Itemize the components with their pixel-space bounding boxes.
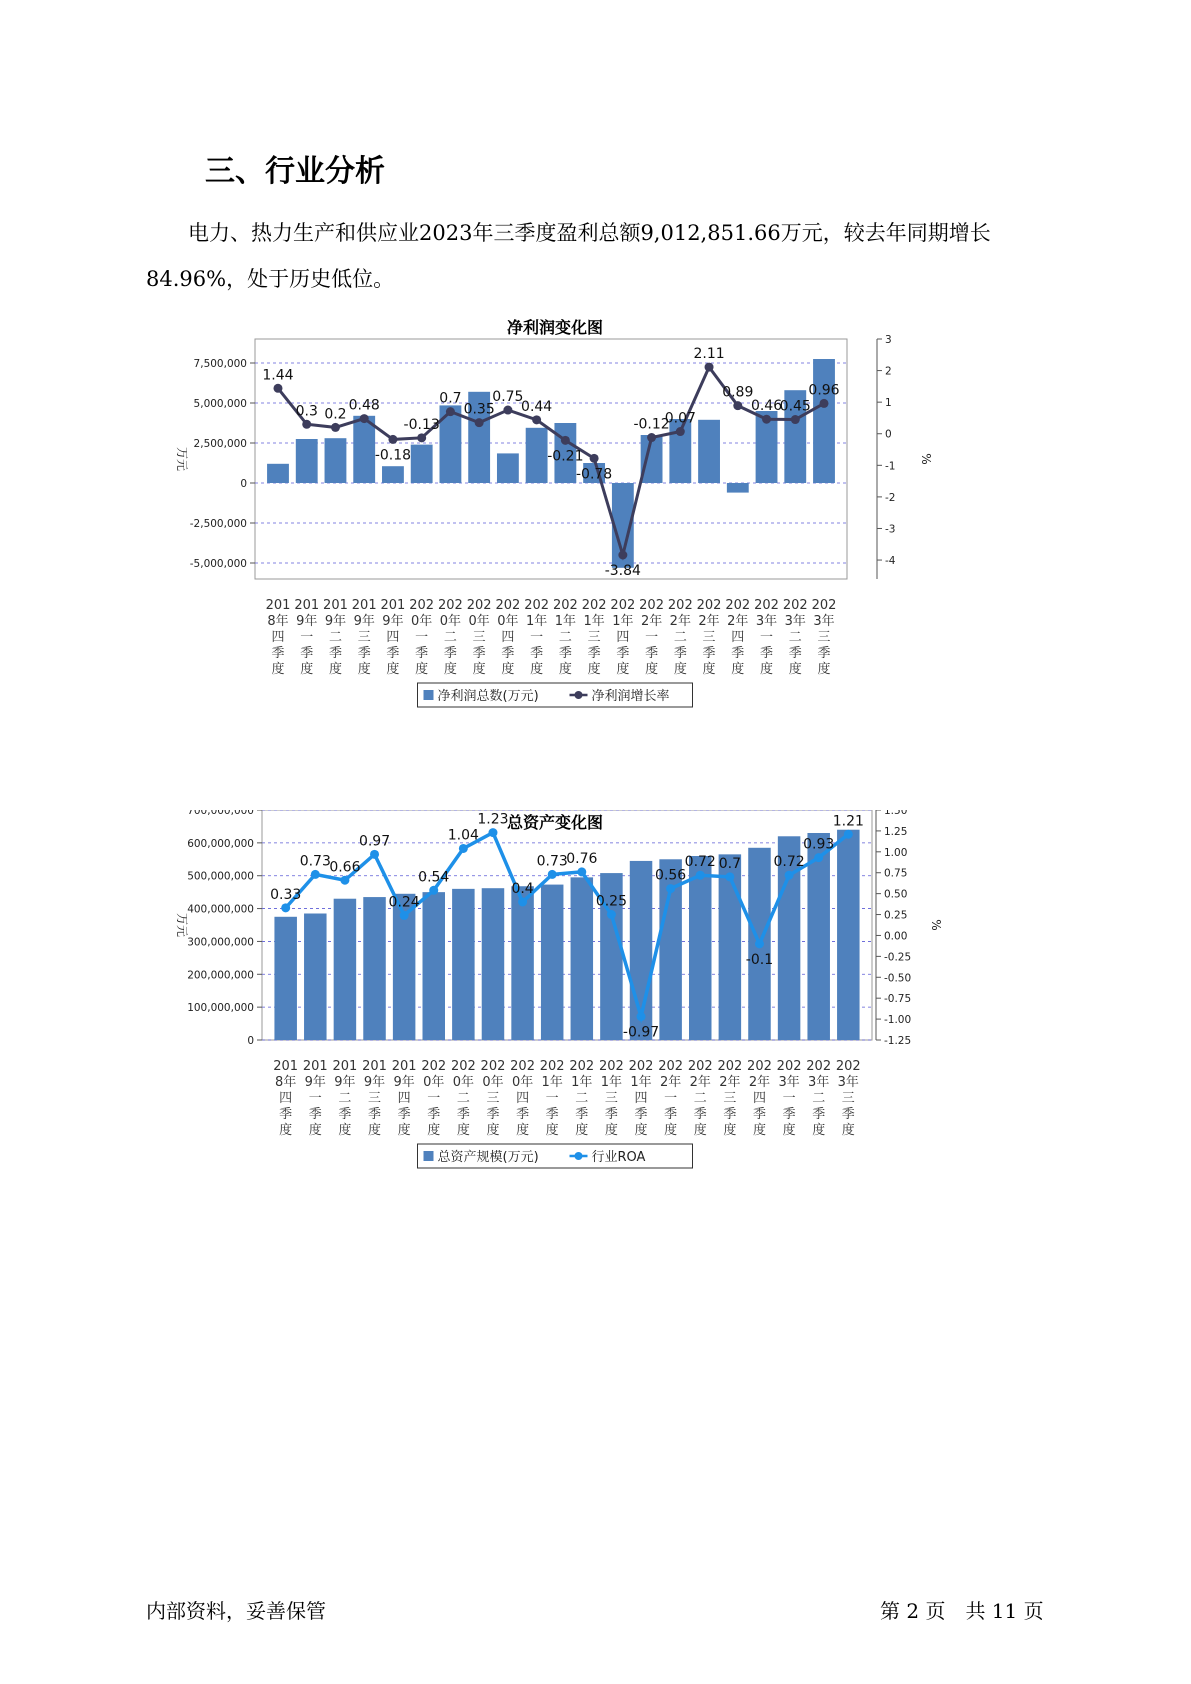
data-label: 0.75: [492, 389, 524, 406]
line-point: [844, 830, 853, 839]
bar: [363, 897, 386, 1040]
line-point: [311, 870, 320, 879]
y-tick-label: 2,500,000: [193, 438, 247, 450]
line-point: [459, 844, 468, 853]
x-tick-label: 202 2年四季度: [747, 1059, 772, 1138]
total-assets-chart: [170, 810, 960, 1264]
line-point: [503, 406, 512, 415]
line-point: [518, 898, 527, 907]
y-tick-label: 200,000,000: [187, 969, 254, 982]
bar: [296, 439, 318, 483]
x-tick-label: 202 1年四季度: [610, 598, 636, 677]
data-label: 0.66: [329, 859, 361, 876]
data-label: 0.54: [418, 869, 450, 886]
x-tick-label: 202 1年一季度: [539, 1059, 565, 1138]
y-tick-label: -5,000,000: [189, 558, 247, 570]
bar: [304, 914, 327, 1041]
line-point: [696, 871, 705, 880]
bar: [526, 428, 548, 483]
line-point: [814, 853, 823, 862]
line-point: [561, 436, 570, 445]
x-tick-label: 202 2年二季度: [687, 1059, 713, 1138]
data-label: 0.48: [348, 397, 380, 414]
line-point: [400, 911, 409, 920]
y-tick-label: 300,000,000: [187, 936, 254, 949]
x-tick-label: 202 3年一季度: [776, 1059, 802, 1138]
x-tick-label: 202 0年四季度: [495, 598, 521, 677]
data-label: 0.89: [722, 384, 754, 401]
data-label: 0.97: [358, 833, 391, 850]
line-point: [532, 415, 541, 424]
x-tick-label: 202 1年二季度: [552, 598, 578, 677]
data-label: -0.13: [403, 416, 440, 433]
bar: [541, 885, 564, 1040]
bar: [267, 464, 289, 483]
line-point: [360, 414, 369, 423]
x-tick-label: 202 0年一季度: [421, 1059, 447, 1138]
x-tick-label: 202 0年三季度: [466, 598, 492, 677]
x-tick-label: 202 0年二季度: [438, 598, 463, 677]
legend-label-bar: 净利润总数(万元): [437, 689, 539, 704]
y2-tick-label: 0: [885, 428, 892, 441]
bar: [689, 856, 712, 1040]
y2-tick-label: 3: [885, 334, 892, 346]
y-axis-title: 万元: [175, 912, 189, 938]
y2-tick-label: -0.50: [884, 972, 912, 985]
x-tick-label: 202 2年三季度: [717, 1059, 743, 1138]
line-point: [302, 420, 311, 429]
x-tick-label: 202 3年三季度: [811, 598, 837, 677]
footer-confidential: 内部资料，妥善保管: [146, 1599, 326, 1623]
legend-swatch-point: [575, 1152, 583, 1160]
line-point: [577, 867, 586, 876]
data-label: 0.72: [773, 854, 805, 871]
x-tick-label: 202 3年一季度: [754, 598, 779, 677]
y2-tick-label: -3: [885, 523, 896, 536]
line-point: [725, 872, 734, 881]
chart-title: 净利润变化图: [506, 318, 604, 337]
bar: [325, 438, 347, 483]
y2-tick-label: 0.00: [884, 930, 908, 943]
data-label: 1.04: [447, 827, 479, 844]
line-point: [705, 363, 714, 372]
x-tick-label: 202 1年一季度: [524, 598, 550, 677]
line-point: [666, 884, 675, 893]
data-label: -3.84: [604, 563, 641, 579]
line-point: [488, 828, 497, 837]
line-point: [331, 423, 340, 432]
data-label: 0.2: [324, 406, 347, 423]
data-label: 1.44: [262, 367, 294, 384]
line-point: [340, 876, 349, 885]
line-point: [791, 415, 800, 424]
data-label: 0.7: [439, 390, 462, 407]
legend-swatch-bar: [424, 1151, 434, 1161]
y2-tick-label: -1.25: [884, 1035, 912, 1047]
data-label: 0.96: [808, 382, 840, 399]
x-tick-label: 201 8年四季度: [265, 598, 291, 677]
data-label: 0.25: [595, 893, 628, 910]
data-label: 1.23: [477, 811, 509, 828]
x-tick-label: 202 0年一季度: [409, 598, 435, 677]
bar: [837, 830, 860, 1040]
x-tick-label: 202 1年三季度: [581, 598, 607, 677]
line-point: [785, 871, 794, 880]
y-tick-label: 400,000,000: [187, 903, 254, 916]
total-assets-chart-svg: [170, 810, 960, 1260]
line-point: [273, 384, 282, 393]
line-point: [618, 551, 627, 560]
y-tick-label: 600,000,000: [187, 837, 254, 850]
x-tick-label: 201 9年一季度: [302, 1059, 328, 1138]
legend-label-bar: 总资产规模(万元): [437, 1150, 539, 1165]
y2-tick-label: -0.25: [884, 951, 912, 964]
data-label: 0.73: [536, 853, 568, 870]
y-tick-label: 7,500,000: [193, 358, 247, 370]
x-tick-label: 201 9年四季度: [391, 1059, 417, 1138]
x-tick-label: 202 2年三季度: [696, 598, 722, 677]
y2-tick-label: -0.75: [884, 993, 912, 1006]
bar: [727, 483, 749, 493]
summary-paragraph: 电力、热力生产和供应业2023年三季度盈利总额9,012,851.66万元，较去年同期增长84.96%，处于历史低位。: [146, 221, 991, 291]
y2-tick-label: 1: [885, 397, 892, 410]
line-point: [548, 870, 557, 879]
data-label: 0.07: [664, 410, 696, 427]
line-point: [820, 399, 829, 408]
y2-tick-label: 1.00: [884, 846, 908, 859]
bar: [571, 877, 594, 1040]
line-point: [755, 939, 764, 948]
data-label: 0.7: [718, 855, 741, 872]
net-profit-chart: [170, 315, 960, 729]
data-label: -0.21: [547, 448, 584, 465]
data-label: 0.76: [566, 850, 598, 867]
data-label: 2.11: [693, 346, 725, 363]
bar: [382, 466, 404, 483]
data-label: 1.21: [832, 813, 864, 830]
line-point: [733, 401, 742, 410]
y-tick-label: 100,000,000: [187, 1002, 254, 1015]
y-axis-title: 万元: [175, 446, 189, 472]
bar: [497, 453, 519, 483]
data-label: 0.56: [655, 867, 687, 884]
x-tick-label: 202 1年二季度: [569, 1059, 595, 1138]
data-label: -0.1: [745, 951, 774, 968]
line-point: [607, 910, 616, 919]
y2-tick-label: -1: [885, 460, 896, 473]
bar: [698, 420, 720, 483]
line-point: [475, 418, 484, 427]
bar: [422, 892, 445, 1040]
section-heading: 三、行业分析: [205, 154, 385, 189]
y-tick-label: 700,000,000: [187, 810, 254, 817]
y2-tick-label: -1.00: [884, 1014, 912, 1027]
line-point: [417, 433, 426, 442]
data-label: 0.72: [684, 854, 716, 871]
data-label: 0.45: [779, 398, 811, 415]
y2-axis-title: %: [929, 919, 943, 931]
y2-axis-title: %: [919, 453, 933, 465]
bar: [411, 445, 433, 483]
x-tick-label: 202 2年四季度: [725, 598, 751, 677]
bar: [813, 359, 835, 483]
line-point: [762, 415, 771, 424]
x-tick-label: 201 9年二季度: [332, 1059, 358, 1138]
line-point: [590, 454, 599, 463]
bar: [482, 888, 505, 1040]
x-tick-label: 201 8年四季度: [273, 1059, 299, 1138]
bar: [452, 889, 475, 1040]
line-point: [446, 407, 455, 416]
line-point: [388, 435, 397, 444]
y2-tick-label: 0.75: [884, 867, 908, 880]
footer-page-number: 第 2 页 共 11 页: [880, 1599, 1044, 1623]
x-tick-label: 201 9年四季度: [380, 598, 406, 677]
data-label: 0.24: [388, 894, 420, 911]
line-point: [429, 886, 438, 895]
x-tick-label: 202 2年一季度: [639, 598, 664, 677]
y-tick-label: 0: [247, 1035, 254, 1047]
x-tick-label: 202 3年二季度: [806, 1059, 832, 1138]
line-point: [370, 850, 379, 859]
data-label: -0.18: [374, 447, 412, 464]
legend-swatch-point: [575, 691, 583, 699]
x-tick-label: 201 9年三季度: [351, 598, 377, 677]
legend-swatch-bar: [424, 690, 434, 700]
net-profit-chart-svg: [170, 315, 960, 725]
chart-title: 总资产变化图: [506, 813, 604, 832]
y2-tick-label: -2: [885, 491, 896, 504]
line-point: [637, 1012, 646, 1021]
x-tick-label: 202 2年一季度: [658, 1059, 684, 1138]
x-tick-label: 201 9年二季度: [323, 598, 348, 677]
legend-label-line: 净利润增长率: [591, 689, 670, 704]
data-label: 0.44: [521, 398, 553, 415]
x-tick-label: 202 0年三季度: [480, 1059, 506, 1138]
data-label: 0.73: [299, 853, 331, 870]
line-point: [676, 427, 685, 436]
bar: [719, 854, 742, 1040]
x-tick-label: 202 3年二季度: [782, 598, 808, 677]
data-label: 0.35: [463, 401, 495, 418]
x-tick-label: 202 1年三季度: [599, 1059, 624, 1138]
x-tick-label: 202 1年四季度: [628, 1059, 654, 1138]
x-tick-label: 201 9年三季度: [362, 1059, 387, 1138]
bar: [274, 917, 297, 1040]
y-tick-label: 500,000,000: [187, 870, 254, 883]
y-tick-label: 5,000,000: [193, 398, 247, 410]
x-tick-label: 202 2年二季度: [667, 598, 693, 677]
y2-tick-label: 0.25: [884, 909, 908, 922]
data-label: -0.12: [633, 416, 670, 433]
data-label: -0.97: [622, 1024, 660, 1041]
data-label: 0.4: [511, 881, 534, 897]
data-label: -0.78: [575, 466, 613, 483]
y-tick-label: -2,500,000: [189, 518, 247, 530]
data-label: 0.33: [270, 886, 302, 903]
y2-tick-label: 2: [885, 365, 892, 378]
y2-tick-label: 1.25: [884, 825, 908, 838]
legend-label-line: 行业ROA: [591, 1150, 646, 1165]
y2-tick-label: 0.50: [884, 888, 908, 901]
line-point: [647, 433, 656, 442]
data-label: 0.93: [803, 836, 835, 853]
data-label: 0.3: [295, 403, 318, 420]
x-tick-label: 202 0年四季度: [510, 1059, 535, 1138]
y2-tick-label: 1.50: [884, 810, 908, 817]
x-tick-label: 202 0年二季度: [450, 1059, 476, 1138]
line-point: [281, 903, 290, 912]
bar: [511, 886, 534, 1040]
x-tick-label: 201 9年一季度: [294, 598, 320, 677]
y-tick-label: 0: [240, 478, 247, 490]
x-tick-label: 202 3年三季度: [835, 1059, 861, 1138]
data-label: 0.46: [750, 398, 783, 415]
bar: [334, 899, 357, 1040]
y2-tick-label: -4: [885, 555, 896, 568]
